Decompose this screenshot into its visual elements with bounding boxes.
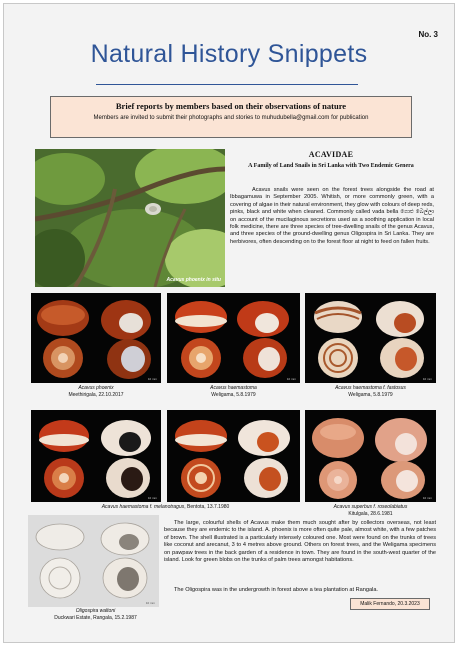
caption-locality: Kitulgala, 28.6.1981 (348, 511, 393, 517)
specimen-photo-acavus-melanotragus (31, 410, 161, 502)
scale-label: 10 mm (286, 377, 296, 381)
caption-species: Acavus haemastoma (210, 385, 257, 391)
specimen-photo-acavus-haemastoma (167, 293, 300, 383)
habitat-photo (35, 149, 225, 287)
scale-label: 10 mm (422, 377, 432, 381)
caption-oligospira-waltoni (28, 608, 163, 622)
issue-number: No. 3 (418, 30, 438, 39)
caption-acavus-superbus (305, 504, 436, 518)
specimen-photo-acavus-fastosus (305, 293, 436, 383)
caption-acavus-melanotragus (31, 504, 300, 511)
family-heading: ACAVIDAE (308, 150, 354, 159)
scale-label: 10 mm (145, 601, 155, 605)
article-paragraph-2: The large, colourful shells of Acavus make them much sought after by collectors overseas, not least because they are endemic to the island. A. phoenix is more often quite pale, almost white, with a few patches of brown. The shell illustrated is a particularly intensely coloured one. Most were found on the trunks of trees like coconut and arecanut, 3 to 4 metres above ground. Others on forest trees, and the Weligama specimens on pawpaw trees in the back garden of a residence in town. They are found in the south-west quarter of the island. Look for green blobs on the trunks of palm trees amongst habitations. (164, 520, 436, 564)
caption-acavus-phoenix (31, 385, 161, 399)
banner-heading: Brief reports by members based on their observations of nature (115, 101, 347, 111)
scale-label: 10 mm (147, 377, 157, 381)
title-underline (96, 84, 358, 85)
caption-species: Acavus haemastoma f. fastosus (335, 385, 406, 391)
page-title: Natural History Snippets (90, 40, 368, 68)
banner-subtext: Members are invited to submit their photographs and stories to muhudubella@gmail.com for publication (93, 115, 369, 121)
author-credit: Malik Fernando, 20.3.2023 (350, 598, 430, 610)
caption-locality: Weligama, 5.8.1979 (348, 392, 393, 398)
caption-locality: Meethirigala, 22.10.2017 (68, 392, 124, 398)
habitat-photo-caption: Acavus phoenix in situ (166, 277, 221, 283)
article-paragraph-3: The Oligospira was in the undergrowth in forest above a tea plantation at Rangala. (174, 587, 378, 593)
caption-locality: Duckwari Estate, Rangala, 15.2.1987 (54, 615, 137, 621)
caption-acavus-haemastoma (167, 385, 300, 399)
info-banner (50, 96, 412, 138)
specimen-photo-acavus-superbus (305, 410, 436, 502)
caption-species: Acavus phoenix (78, 385, 114, 391)
caption-locality: , Bentota, 13.7.1980 (184, 504, 230, 510)
caption-acavus-fastosus (305, 385, 436, 399)
article-paragraph-1: Acavus snails were seen on the forest trees alongside the road at Ibbagamuwa in September 2005. Whitish, or more commonly green, with a covering of algae in their natural environment, they glow with colours of deep reds, pinks, black and white when cleaned. Commonly called vada bella ගොළු බෙල්ලා on account of the mucilaginous secretions used as a soothing application in local folk medicine, there are three species of tree-dwelling snails of the genus Acavus, and three species of the ground-dwelling genus Oligospira in Sri Lanka. They are herbivores, often descending on to the forest floor at night to feed on fallen fruits. (230, 187, 434, 245)
scale-label: 10 mm (147, 496, 157, 500)
specimen-photo-acavus-phoenix (31, 293, 161, 383)
page (3, 3, 455, 643)
caption-locality: Weligama, 5.8.1979 (211, 392, 256, 398)
caption-species: Oligospira waltoni (75, 608, 116, 614)
family-subtitle: A Family of Land Snails in Sri Lanka with Two Endemic Genera (248, 163, 414, 169)
specimen-photo-oligospira-waltoni (28, 515, 159, 607)
caption-species: Acavus superbus f. roseolabiatus (333, 504, 408, 510)
caption-species: Acavus haemastoma f. melanotragus (101, 504, 185, 510)
scale-label: 10 mm (422, 496, 432, 500)
specimen-photo-acavus-haemastoma-2 (167, 410, 300, 502)
